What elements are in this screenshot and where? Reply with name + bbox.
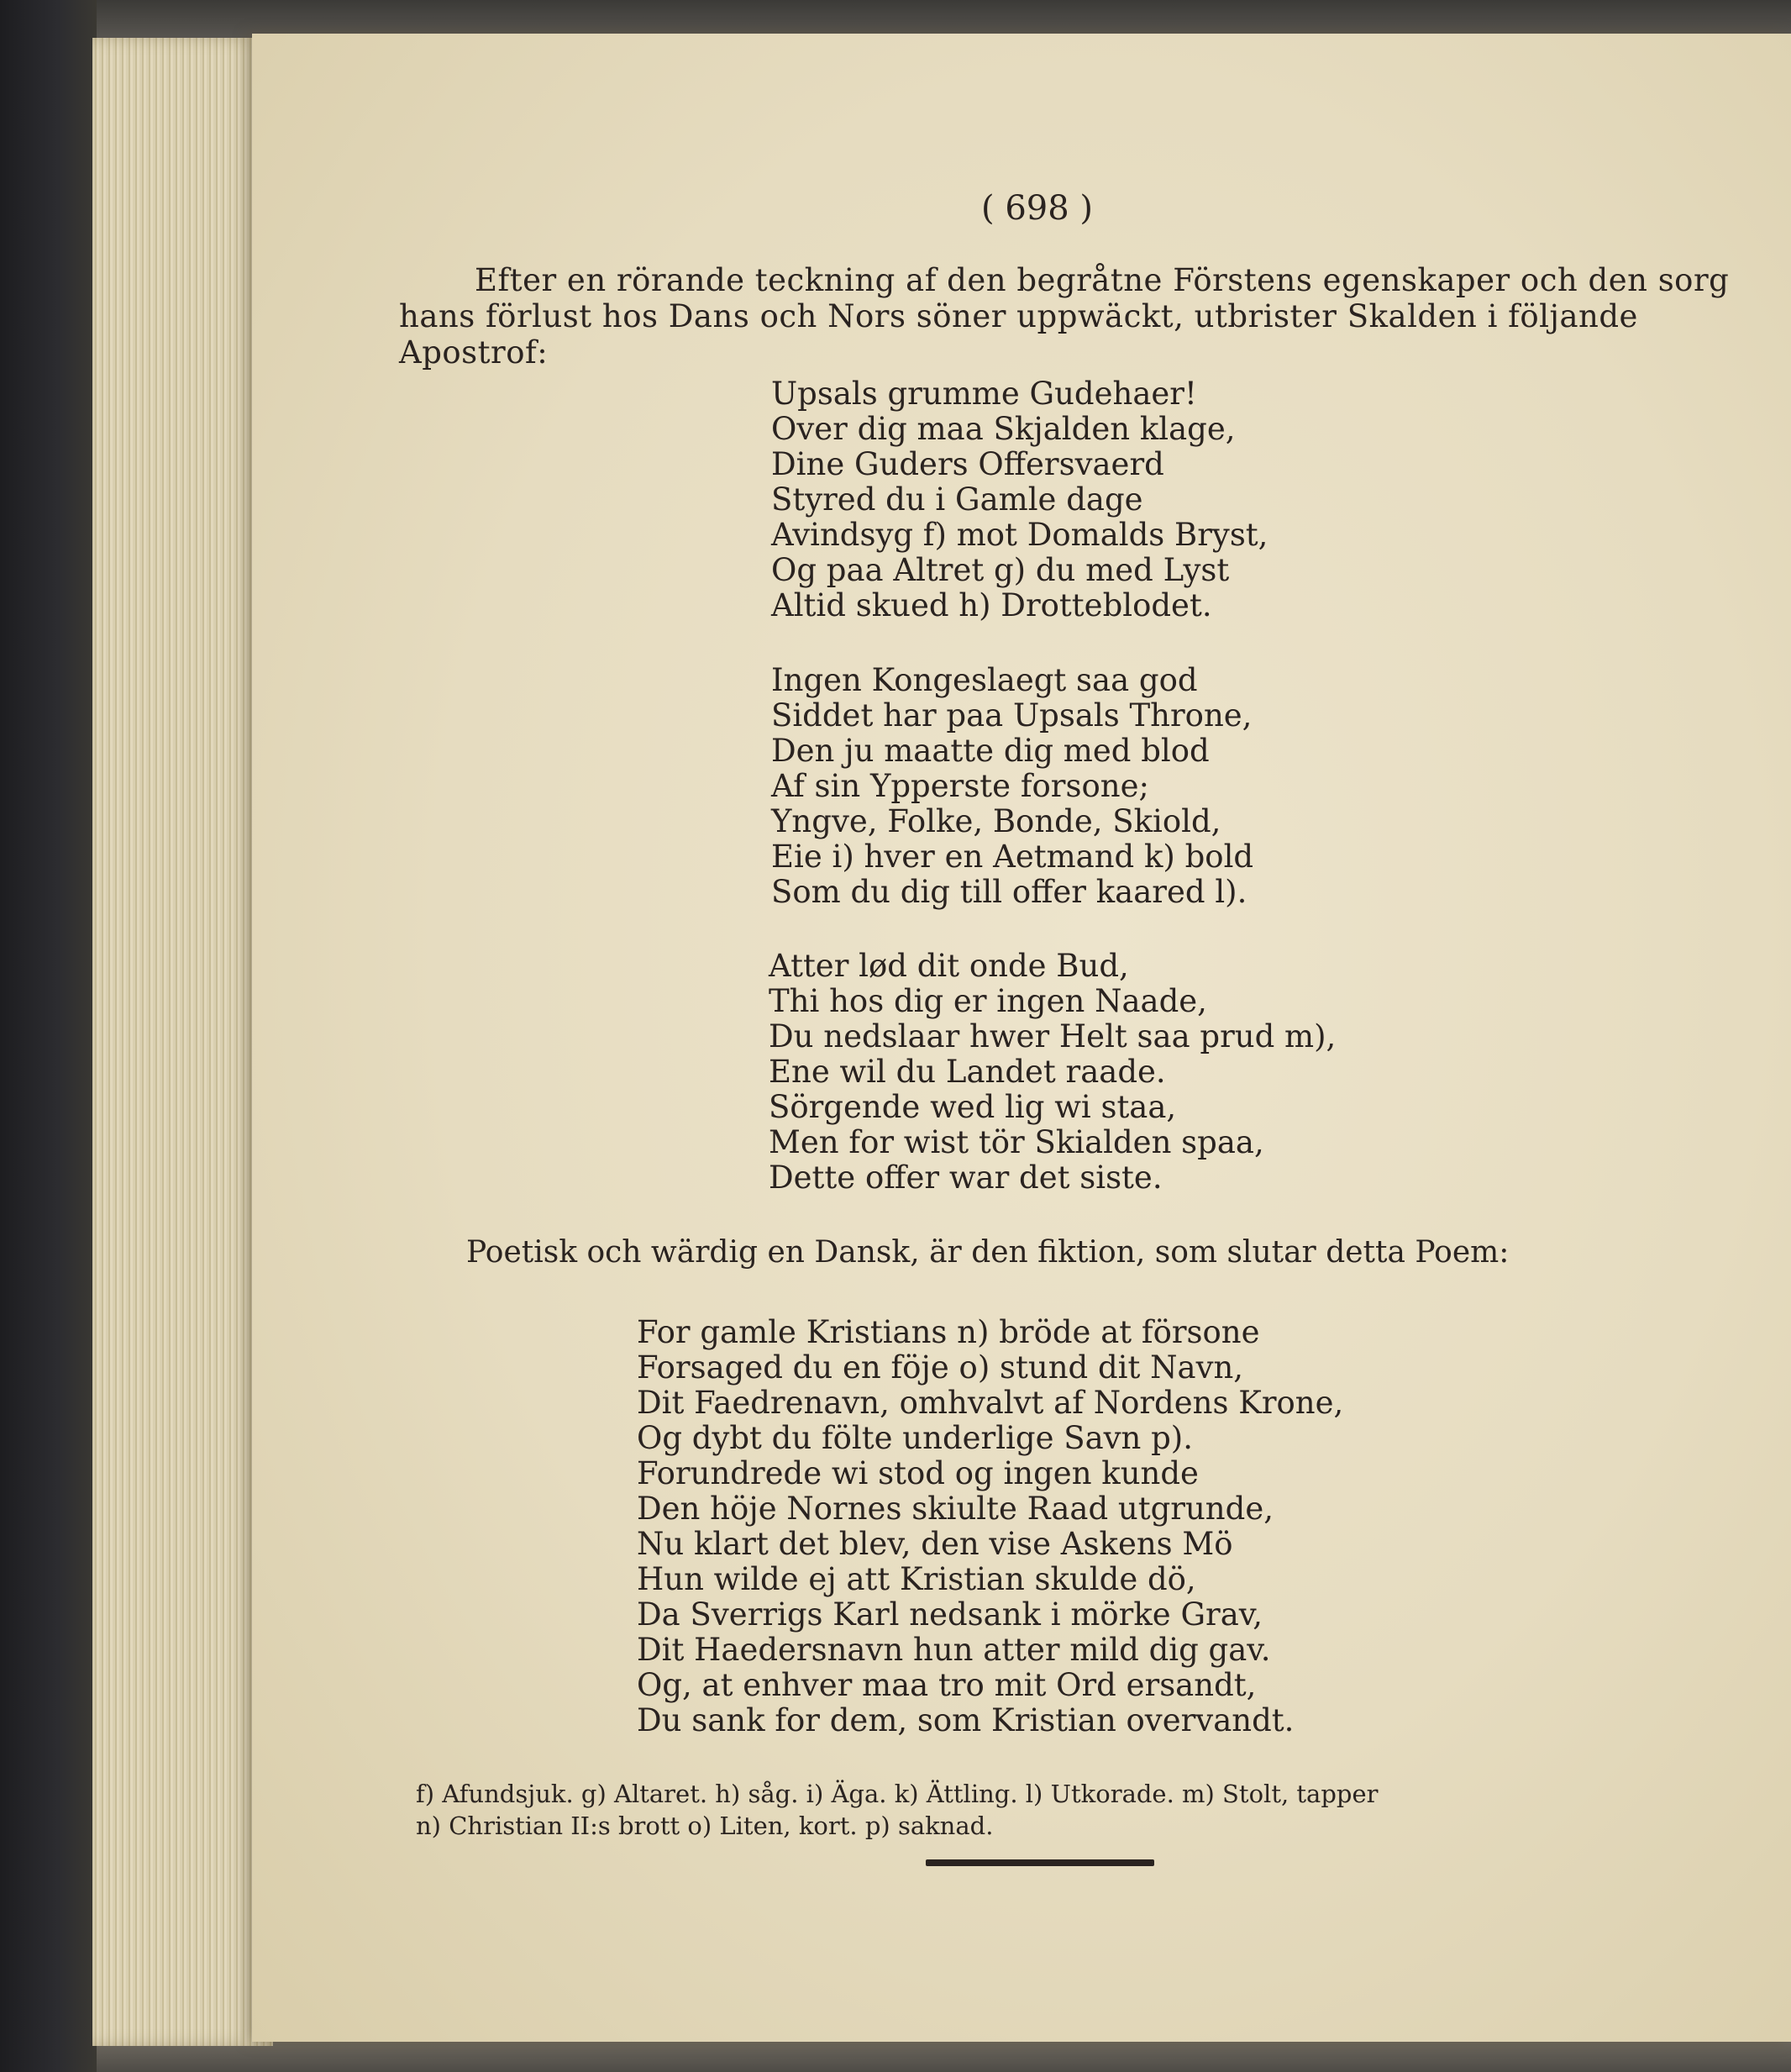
verse-line: Avindsyg f) mot Domalds Bryst, <box>771 517 1268 553</box>
verse-line: Styred du i Gamle dage <box>771 481 1143 518</box>
transition-line: Poetisk och wärdig en Dansk, är den fiktion, som slutar detta Poem: <box>466 1235 1510 1270</box>
verse-line: Eie i) hver en Aetmand k) bold <box>771 839 1254 875</box>
page-number: ( 698 ) <box>981 189 1093 228</box>
verse-line: Nu klart det blev, den vise Askens Mö <box>637 1526 1233 1562</box>
intro-line: hans förlust hos Dans och Nors söner uppwäckt, utbrister Skalden i följande <box>399 298 1638 334</box>
verse-line: Den ju maatte dig med blod <box>771 733 1210 769</box>
verse-line: Den höje Nornes skiulte Raad utgrunde, <box>637 1491 1274 1527</box>
verse-line: For gamle Kristians n) bröde at försone <box>637 1314 1260 1350</box>
verse-line: Dit Haedersnavn hun atter mild dig gav. <box>637 1632 1271 1668</box>
verse-line: Yngve, Folke, Bonde, Skiold, <box>771 803 1221 839</box>
verse-line: Og dybt du fölte underlige Savn p). <box>637 1420 1194 1456</box>
verse-line: Du nedslaar hwer Helt saa prud m), <box>769 1018 1337 1054</box>
verse-line: Du sank for dem, som Kristian overvandt. <box>637 1702 1295 1738</box>
verse-line: Ingen Kongeslaegt saa god <box>771 662 1198 698</box>
verse-line: Dine Guders Offersvaerd <box>771 446 1164 482</box>
verse-line: Siddet har paa Upsals Throne, <box>771 697 1253 734</box>
book-page-edges <box>92 38 273 2046</box>
verse-line: Af sin Ypperste forsone; <box>771 768 1149 804</box>
verse-line: Altid skued h) Drotteblodet. <box>771 587 1212 623</box>
verse-line: Forsaged du en föje o) stund dit Navn, <box>637 1349 1244 1386</box>
verse-line: Da Sverrigs Karl nedsank i mörke Grav, <box>637 1596 1263 1633</box>
footnote-line: n) Christian II:s brott o) Liten, kort. p) saknad. <box>416 1812 994 1840</box>
verse-line: Dette offer war det siste. <box>769 1160 1163 1196</box>
intro-line: Apostrof: <box>399 334 549 371</box>
dark-background-left <box>0 0 97 2072</box>
intro-line: Efter en rörande teckning af den begråtne Förstens egenskaper och den sorg <box>475 262 1730 298</box>
verse-line: Over dig maa Skjalden klage, <box>771 411 1236 447</box>
verse-line: Men for wist tör Skialden spaa, <box>769 1124 1264 1160</box>
verse-line: Sörgende wed lig wi staa, <box>769 1089 1177 1125</box>
verse-line: Som du dig till offer kaared l). <box>771 874 1247 910</box>
end-rule <box>926 1859 1154 1866</box>
verse-line: Atter lød dit onde Bud, <box>769 948 1129 984</box>
verse-line: Forundrede wi stod og ingen kunde <box>637 1455 1199 1491</box>
footnote-line: f) Afundsjuk. g) Altaret. h) såg. i) Äga. k) Ättling. l) Utkorade. m) Stolt, tapper <box>416 1780 1379 1808</box>
verse-line: Thi hos dig er ingen Naade, <box>769 983 1207 1019</box>
verse-line: Upsals grumme Gudehaer! <box>771 376 1197 412</box>
verse-line: Hun wilde ej att Kristian skulde dö, <box>637 1561 1196 1597</box>
verse-line: Dit Faedrenavn, omhvalvt af Nordens Krone, <box>637 1385 1344 1421</box>
verse-line: Ene wil du Landet raade. <box>769 1054 1166 1090</box>
verse-line: Og, at enhver maa tro mit Ord ersandt, <box>637 1667 1257 1703</box>
verse-line: Og paa Altret g) du med Lyst <box>771 552 1230 588</box>
